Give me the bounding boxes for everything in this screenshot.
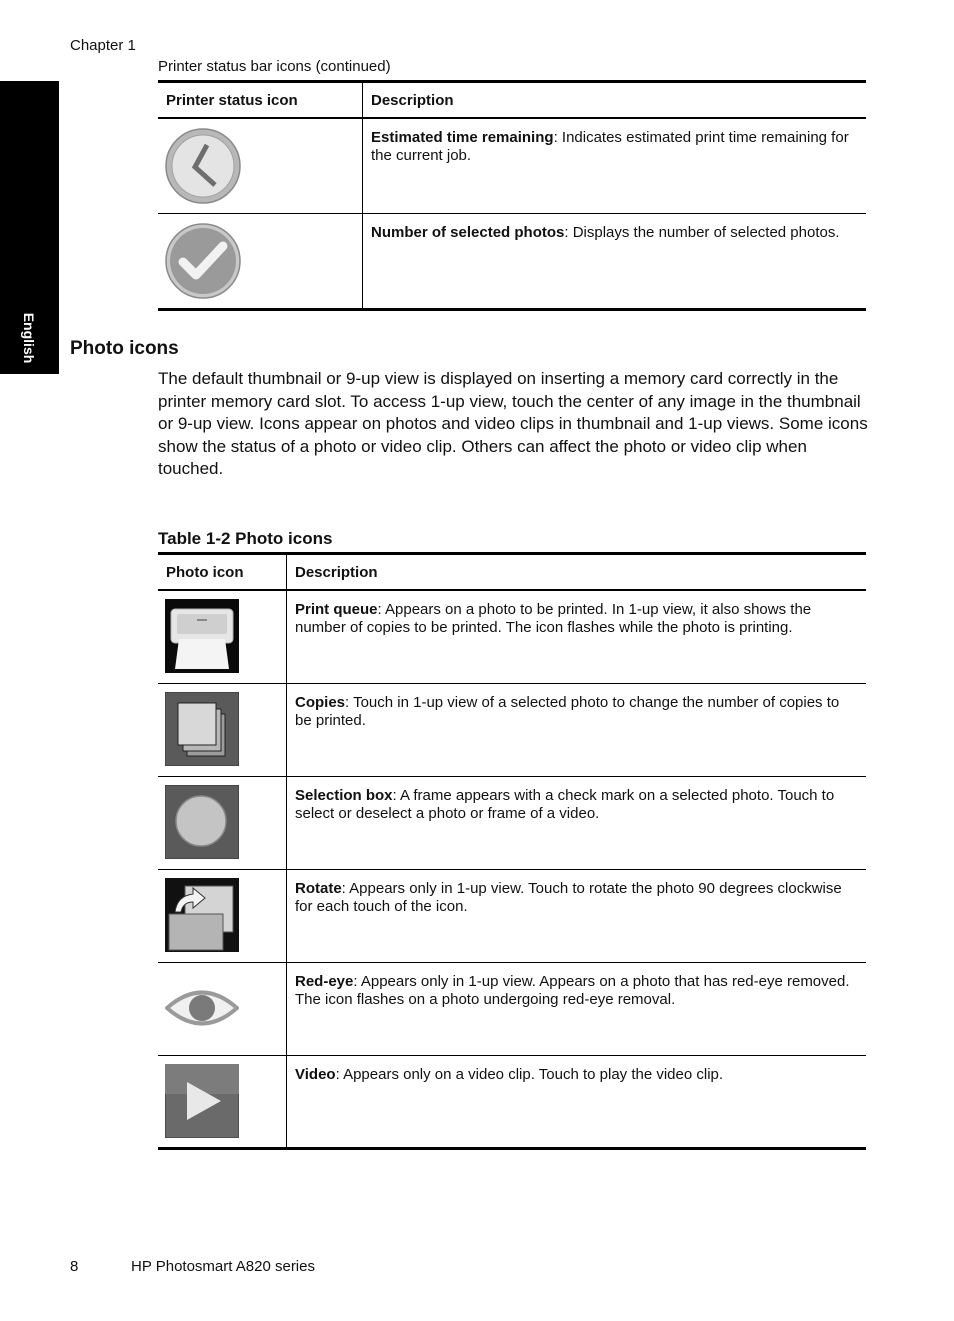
term-description: : Appears only in 1-up view. Touch to rotate the photo 90 degrees clockwise for each touch of the icon. [295, 879, 842, 915]
term-description: : Indicates estimated print time remaining for the current job. [371, 129, 849, 164]
language-side-tab [0, 81, 59, 374]
table-row [158, 118, 866, 214]
status-table-caption: Printer status bar icons (continued) [158, 58, 391, 75]
table-row [158, 869, 866, 962]
term-description: : Displays the number of selected photos. [564, 224, 840, 241]
table-row [158, 776, 866, 869]
term-label: Selection box [295, 786, 393, 804]
table-row [158, 1055, 866, 1148]
term-label: Video [295, 1065, 336, 1083]
table-row [158, 683, 866, 776]
red-eye-icon [165, 971, 239, 1045]
term-label: Estimated time remaining [371, 129, 554, 146]
column-header: Photo icon [158, 554, 287, 591]
term-description: : Touch in 1-up view of a selected photo to change the number of copies to be printed. [295, 693, 840, 729]
photo-table-title: Table 1-2 Photo icons [158, 529, 333, 548]
column-header: Printer status icon [158, 82, 363, 119]
term-label: Red-eye [295, 972, 354, 990]
column-header: Description [363, 82, 867, 119]
video-play-icon [165, 1064, 239, 1138]
table-row [158, 214, 866, 310]
language-tab-label: English [21, 312, 37, 364]
table-row [158, 962, 866, 1055]
section-paragraph: The default thumbnail or 9-up view is displayed on inserting a memory card correctly in the printer memory card slot. To access 1-up view, touch the center of any image in the thumbnail or 9-up view. Icons appear on photos and video clips in thumbnail and 1-up views. Some icons show the status of a photo or video clip. Others can affect the photo or video clip when touched. [158, 369, 868, 479]
chapter-label: Chapter 1 [70, 37, 136, 54]
photo-icons-table [158, 552, 866, 1150]
term-label: Number of selected photos [371, 224, 565, 241]
print-queue-icon [165, 599, 239, 673]
term-label: Print queue [295, 601, 378, 618]
printer-status-icons-table [158, 80, 866, 311]
clock-icon [165, 127, 243, 205]
column-header: Description [287, 554, 867, 591]
term-description: : A frame appears with a check mark on a selected photo. Touch to select or deselect a photo or frame of a video. [295, 786, 835, 822]
selection-box-icon [165, 785, 239, 859]
term-description: : Appears only on a video clip. Touch to play the video clip. [335, 1065, 724, 1083]
copies-icon [165, 692, 239, 766]
term-label: Copies [295, 693, 346, 711]
term-description: : Appears only in 1-up view. Appears on a photo that has red-eye removed. The icon flashes on a photo undergoing red-eye removal. [295, 972, 850, 1008]
table-row [158, 590, 866, 683]
footer-title: HP Photosmart A820 series [131, 1258, 315, 1275]
checkmark-icon [165, 222, 243, 300]
section-heading: Photo icons [70, 338, 179, 359]
term-description: : Appears on a photo to be printed. In 1-up view, it also shows the number of copies to be printed. The icon flashes while the photo is printing. [295, 601, 812, 636]
term-label: Rotate [295, 879, 342, 897]
rotate-icon [165, 878, 239, 952]
page-number: 8 [70, 1258, 79, 1275]
